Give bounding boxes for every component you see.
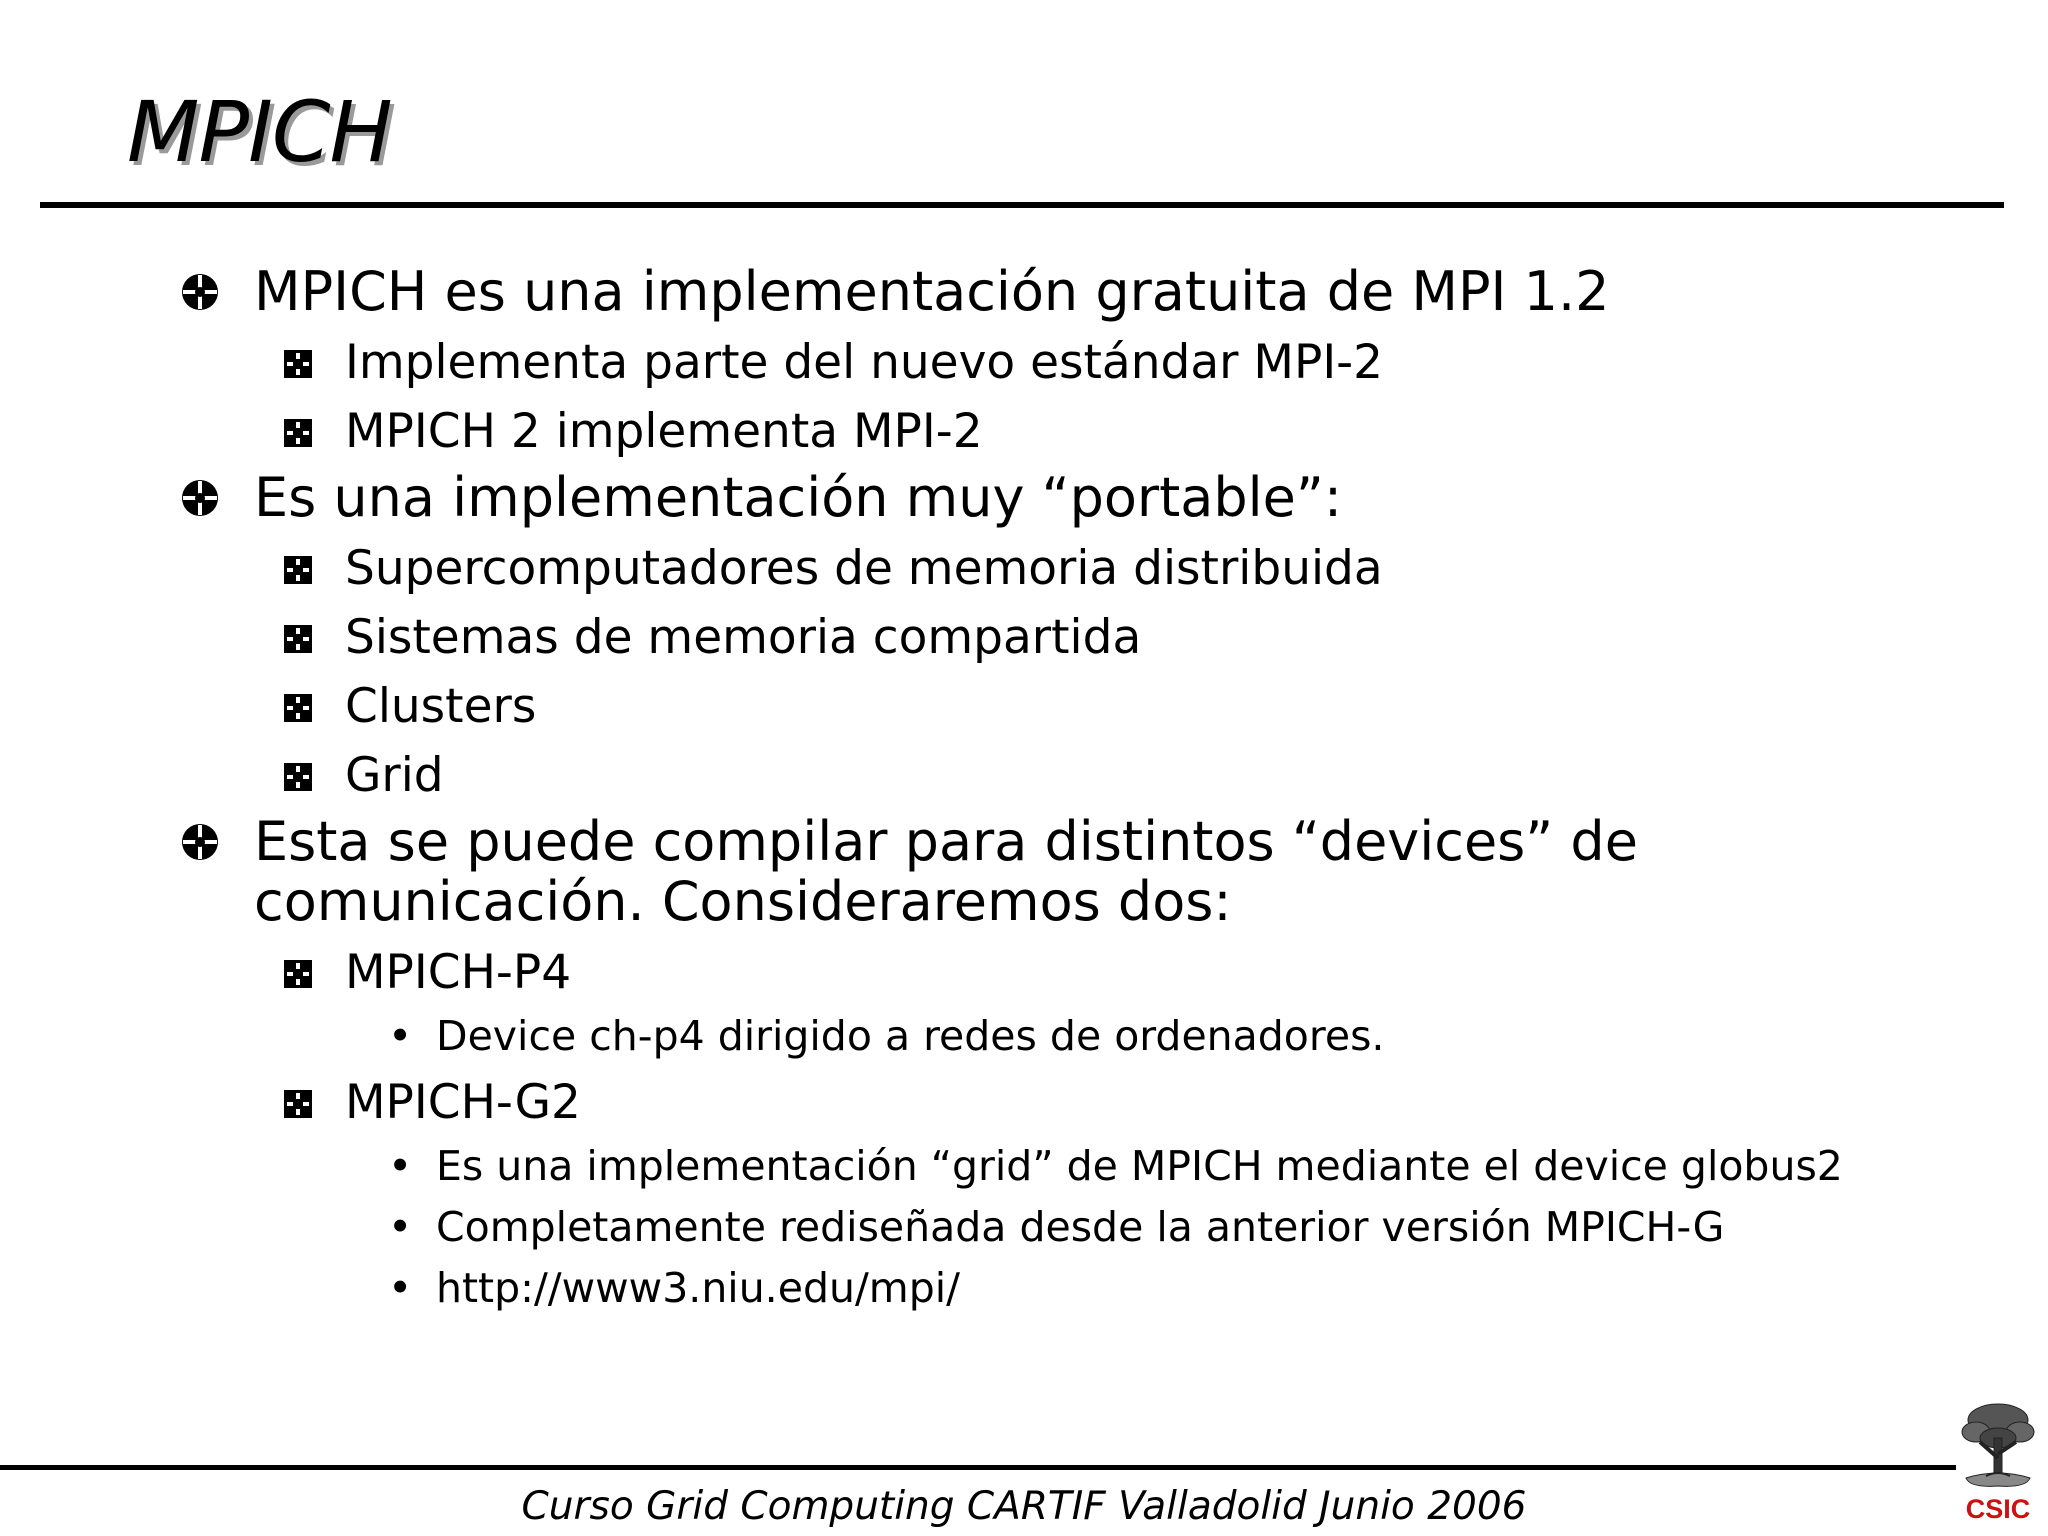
bullet-item bbox=[0, 812, 2048, 932]
square-bullet-icon bbox=[284, 556, 312, 584]
sub-bullet-text: Clusters bbox=[345, 679, 537, 734]
square-bullet-icon bbox=[284, 694, 312, 722]
sub-bullet-item bbox=[0, 747, 2048, 804]
dot-bullet-icon: • bbox=[388, 1264, 413, 1312]
sub-bullet-item bbox=[0, 540, 2048, 597]
crosshair-bullet-icon bbox=[180, 272, 220, 312]
square-bullet-icon bbox=[284, 350, 312, 378]
sub-bullet-text: Implementa parte del nuevo estándar MPI-2 bbox=[345, 335, 1384, 390]
bullet-text: MPICH es una implementación gratuita de MPI 1.2 bbox=[254, 260, 1610, 323]
square-bullet-icon bbox=[284, 960, 312, 988]
footer-caption: Curso Grid Computing CARTIF Valladolid Junio 2006 bbox=[521, 1484, 1527, 1529]
bullet-list bbox=[0, 262, 2048, 1314]
footer-divider bbox=[0, 1465, 1956, 1470]
sub-bullet-text: MPICH-P4 bbox=[345, 945, 572, 1000]
dot-bullet-icon: • bbox=[388, 1203, 413, 1251]
sub-bullet-item bbox=[0, 944, 2048, 1001]
square-bullet-icon bbox=[284, 625, 312, 653]
bullet-text: Es una implementación muy “portable”: bbox=[254, 466, 1343, 529]
bullet-item bbox=[0, 468, 2048, 528]
sub-bullet-item bbox=[0, 678, 2048, 735]
sub-sub-bullet-item bbox=[0, 1011, 2048, 1062]
sub-bullet-item bbox=[0, 403, 2048, 460]
sub-sub-bullet-text: Completamente rediseñada desde la anterior versión MPICH-G bbox=[436, 1203, 1725, 1251]
dot-bullet-icon: • bbox=[388, 1142, 413, 1190]
slide-title: MPICH bbox=[127, 83, 392, 181]
sub-sub-bullet-text: Es una implementación “grid” de MPICH mediante el device globus2 bbox=[436, 1142, 1843, 1190]
sub-bullet-text: MPICH-G2 bbox=[345, 1075, 581, 1130]
sub-bullet-text: MPICH 2 implementa MPI-2 bbox=[345, 404, 983, 459]
sub-sub-bullet-item bbox=[0, 1263, 2048, 1314]
sub-bullet-text: Grid bbox=[345, 748, 444, 803]
crosshair-bullet-icon bbox=[180, 478, 220, 518]
csic-logo-text: CSIC bbox=[1965, 1494, 2031, 1524]
square-bullet-icon bbox=[284, 1090, 312, 1118]
dot-bullet-icon: • bbox=[388, 1012, 413, 1060]
sub-sub-bullet-item bbox=[0, 1202, 2048, 1253]
bullet-item bbox=[0, 262, 2048, 322]
square-bullet-icon bbox=[284, 419, 312, 447]
sub-sub-bullet-text: http://www3.niu.edu/mpi/ bbox=[436, 1264, 960, 1312]
sub-sub-bullet-item bbox=[0, 1141, 2048, 1192]
sub-bullet-text: Supercomputadores de memoria distribuida bbox=[345, 541, 1383, 596]
sub-bullet-item bbox=[0, 609, 2048, 666]
crosshair-bullet-icon bbox=[180, 822, 220, 862]
title-divider bbox=[40, 202, 2004, 208]
bullet-text: Esta se puede compilar para distintos “devices” de comunicación. Consideraremos dos: bbox=[254, 810, 1638, 933]
sub-bullet-text: Sistemas de memoria compartida bbox=[345, 610, 1142, 665]
sub-bullet-item bbox=[0, 1074, 2048, 1131]
square-bullet-icon bbox=[284, 763, 312, 791]
sub-bullet-item bbox=[0, 334, 2048, 391]
sub-sub-bullet-text: Device ch-p4 dirigido a redes de ordenadores. bbox=[436, 1012, 1385, 1060]
